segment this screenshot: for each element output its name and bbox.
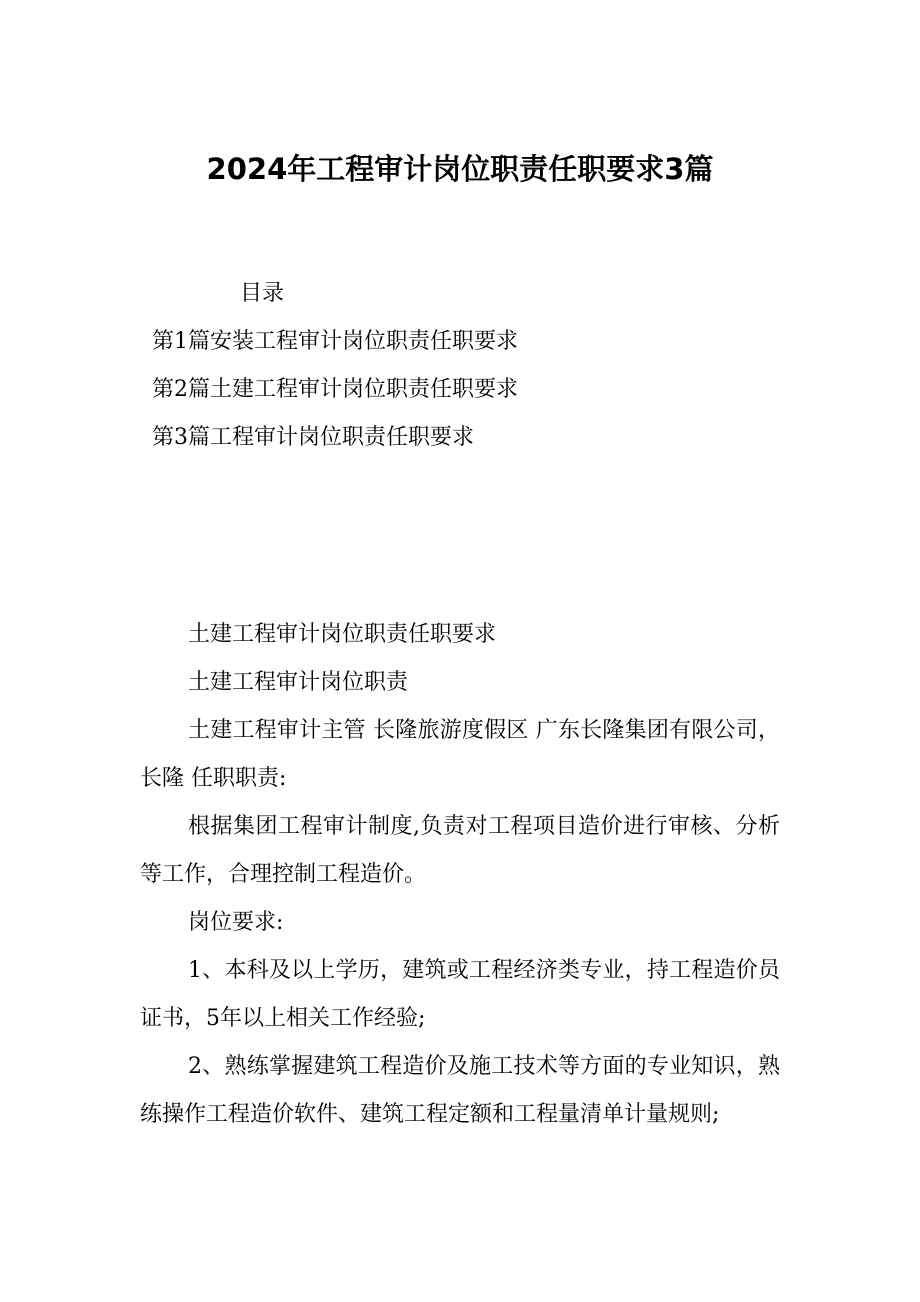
paragraph-requirement-2: 2、熟练掌握建筑工程造价及施工技术等方面的专业知识，熟练操作工程造价软件、建筑工程定额和工程量清单计量规则;: [140, 1054, 780, 1127]
toc-item-2[interactable]: 第2篇土建工程审计岗位职责任职要求: [152, 377, 518, 402]
document-body: [140, 611, 780, 1139]
paragraph-job-info: 土建工程审计主管 长隆旅游度假区 广东长隆集团有限公司，长隆 任职职责:: [140, 718, 780, 791]
paragraph-requirement-1: 1、本科及以上学历，建筑或工程经济类专业，持工程造价员证书，5年以上相关工作经验;: [140, 958, 780, 1031]
paragraph-requirements-heading: 岗位要求:: [188, 910, 284, 935]
toc-heading: 目录: [240, 281, 285, 306]
document-title: 2024年工程审计岗位职责任职要求3篇: [206, 152, 714, 186]
section-title: 土建工程审计岗位职责任职要求: [188, 622, 497, 647]
paragraph-duties: 根据集团工程审计制度,负责对工程项目造价进行审核、分析等工作，合理控制工程造价。: [140, 814, 780, 887]
toc-item-3[interactable]: 第3篇工程审计岗位职责任职要求: [152, 425, 474, 450]
subsection-title: 土建工程审计岗位职责: [188, 670, 409, 695]
toc-item-1[interactable]: 第1篇安装工程审计岗位职责任职要求: [152, 329, 518, 354]
